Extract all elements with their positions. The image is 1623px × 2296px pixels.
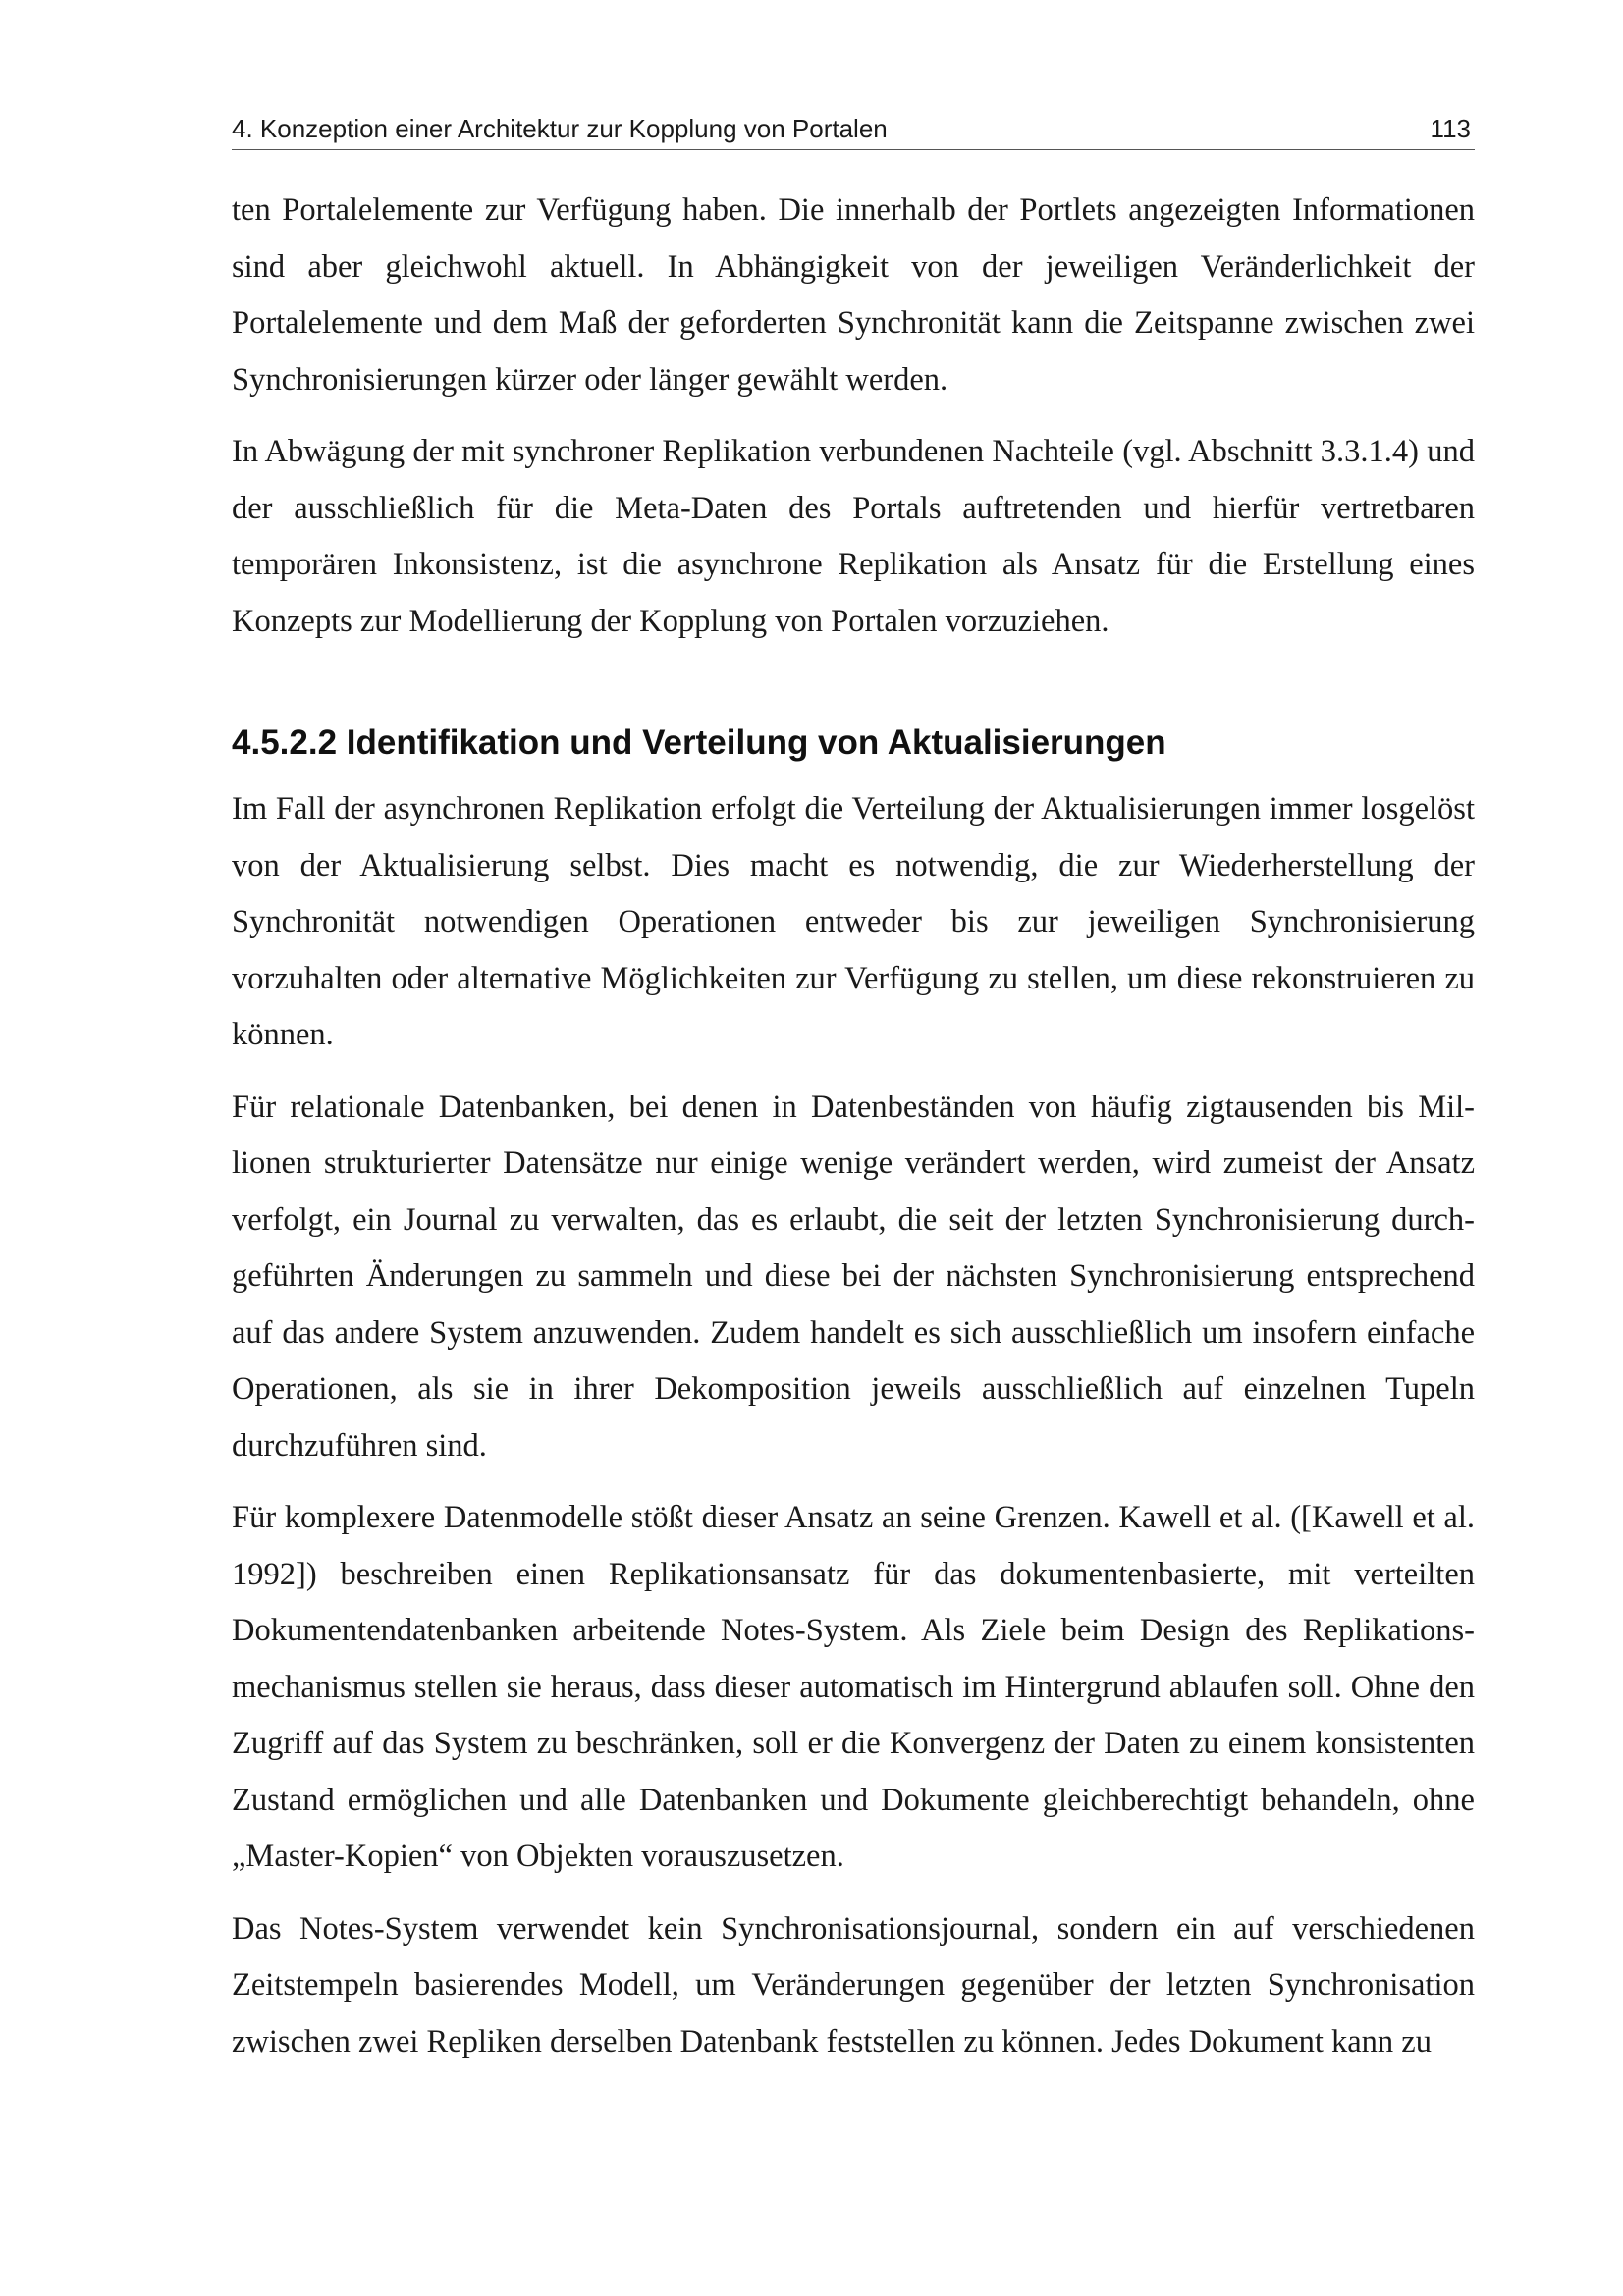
- paragraph: Für komplexere Datenmodelle stößt dieser Ansatz an seine Grenzen. Kawell et al. ([Kawell et al. 1992]) beschreiben einen Replikationsansatz für das dokumentenbasierte, mit verteilten Dokumentendatenbanken arbeitende Notes-System. Als Ziele beim Design des Replikationsmechanismus stellen sie heraus, dass dieser automatisch im Hintergrund ablaufen soll. Ohne den Zugriff auf das System zu beschränken, soll er die Konvergenz der Daten zu einem konsistenten Zustand ermöglichen und alle Datenbanken und Dokumente gleichberechtigt behandeln, ohne „Master-Kopien“ von Objekten vorauszusetzen.: [232, 1500, 1475, 1874]
- section-heading: 4.5.2.2 Identifikation und Verteilung von Aktualisierungen: [232, 723, 1166, 762]
- body-text: [232, 183, 1475, 2086]
- chapter-title: 4. Konzeption einer Architektur zur Kopplung von Portalen: [232, 114, 888, 143]
- page-number: 113: [1430, 114, 1471, 143]
- paragraph: Für relationale Datenbanken, bei denen in Datenbeständen von häufig zigtausenden bis Millionen strukturierter Datensätze nur einige wenige verändert werden, wird zumeist der Ansatz verfolgt, ein Journal zu verwalten, das es erlaubt, die seit der letzten Synchronisierung durchgeführten Änderungen zu sammeln und diese bei der nächsten Synchronisierung entsprechend auf das andere System anzuwenden. Zudem handelt es sich ausschließlich um insofern einfache Operationen, als sie in ihrer Dekomposition jeweils ausschließlich auf einzelnen Tupeln durchzuführen sind.: [232, 1089, 1475, 1464]
- paragraph: ten Portalelemente zur Verfügung haben. Die innerhalb der Portlets angezeigten Informationen sind aber gleichwohl aktuell. In Abhängigkeit von der jeweiligen Veränderlichkeit der Portalelemente und dem Maß der geforderten Synchronität kann die Zeitspanne zwischen zwei Synchronisierungen kürzer oder länger gewählt werden.: [232, 192, 1475, 398]
- running-header: [232, 110, 1475, 150]
- paragraph: Im Fall der asynchronen Replikation erfolgt die Verteilung der Aktualisierungen immer losgelöst von der Aktualisierung selbst. Dies macht es notwendig, die zur Wiederherstellung der Synchronität notwendigen Operationen entweder bis zur jeweiligen Synchronisierung vorzuhalten oder alternative Möglichkeiten zur Verfügung zu stellen, um diese rekonstruieren zu können.: [232, 791, 1475, 1052]
- paragraph: Das Notes-System verwendet kein Synchronisationsjournal, sondern ein auf verschiedenen Zeitstempeln basierendes Modell, um Veränderungen gegenüber der letzten Synchronisation zwischen zwei Repliken derselben Datenbank feststellen zu können. Jedes Dokument kann zu: [232, 1910, 1475, 2059]
- paragraph: In Abwägung der mit synchroner Replikation verbundenen Nachteile (vgl. Abschnitt 3.3.1.4) und der ausschließlich für die Meta-Daten des Portals auftretenden und hierfür vertretbaren temporären Inkonsistenz, ist die asynchrone Replikation als Ansatz für die Erstellung eines Konzepts zur Modellierung der Kopplung von Portalen vorzuziehen.: [232, 434, 1475, 639]
